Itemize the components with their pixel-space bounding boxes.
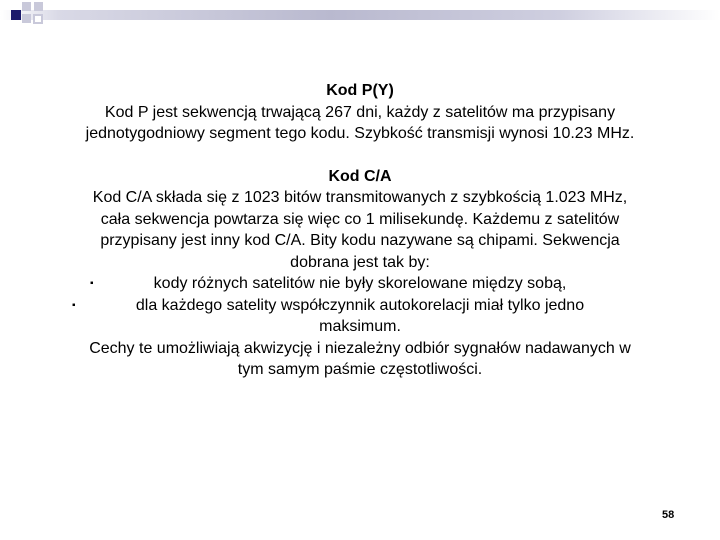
bullet-text: dla każdego satelity współczynnik autokorelacji miał tylko jedno [135, 296, 585, 314]
header-square-dark [11, 10, 21, 20]
bullet-text: kody różnych satelitów nie były skorelowane między sobą, [153, 275, 567, 292]
paragraph-line: dobrana jest tak by: [290, 253, 430, 271]
bullet-item [30, 273, 690, 295]
page-number: 58 [662, 509, 675, 521]
paragraph-line: cała sekwencja powtarza się więc co 1 milisekundę. Każdemu z satelitów [100, 210, 620, 228]
section-title-kod-ca: Kod C/A [328, 167, 392, 185]
paragraph-line: maksimum. [319, 318, 401, 335]
square-bullet-icon: ▪ [72, 299, 76, 311]
bullet-item [30, 295, 690, 317]
paragraph-line: przypisany jest inny kod C/A. Bity kodu nazywane są chipami. Sekwencja [100, 232, 620, 249]
paragraph-line: Cechy te umożliwiają akwizycję i niezależny odbiór sygnałów nadawanych w [89, 339, 631, 357]
paragraph-line: Kod P jest sekwencją trwającą 267 dni, każdy z satelitów ma przypisany [104, 103, 616, 121]
square-bullet-icon: ▪ [90, 278, 94, 289]
spacer [30, 145, 690, 166]
header-square-light [22, 2, 31, 11]
paragraph-line: jednotygodniowy segment tego kodu. Szybkość transmisji wynosi 10.23 MHz. [85, 125, 635, 142]
paragraph-line: Kod C/A składa się z 1023 bitów transmitowanych z szybkością 1.023 MHz, [92, 189, 628, 206]
header-square-light [34, 2, 43, 11]
paragraph-line: tym samym paśmie częstotliwości. [237, 361, 483, 378]
slide-content [30, 80, 690, 381]
header-decoration-bar [0, 10, 720, 20]
header-square-light [22, 14, 31, 23]
header-square-outline [33, 14, 43, 24]
section-title-kod-py: Kod P(Y) [326, 82, 394, 99]
